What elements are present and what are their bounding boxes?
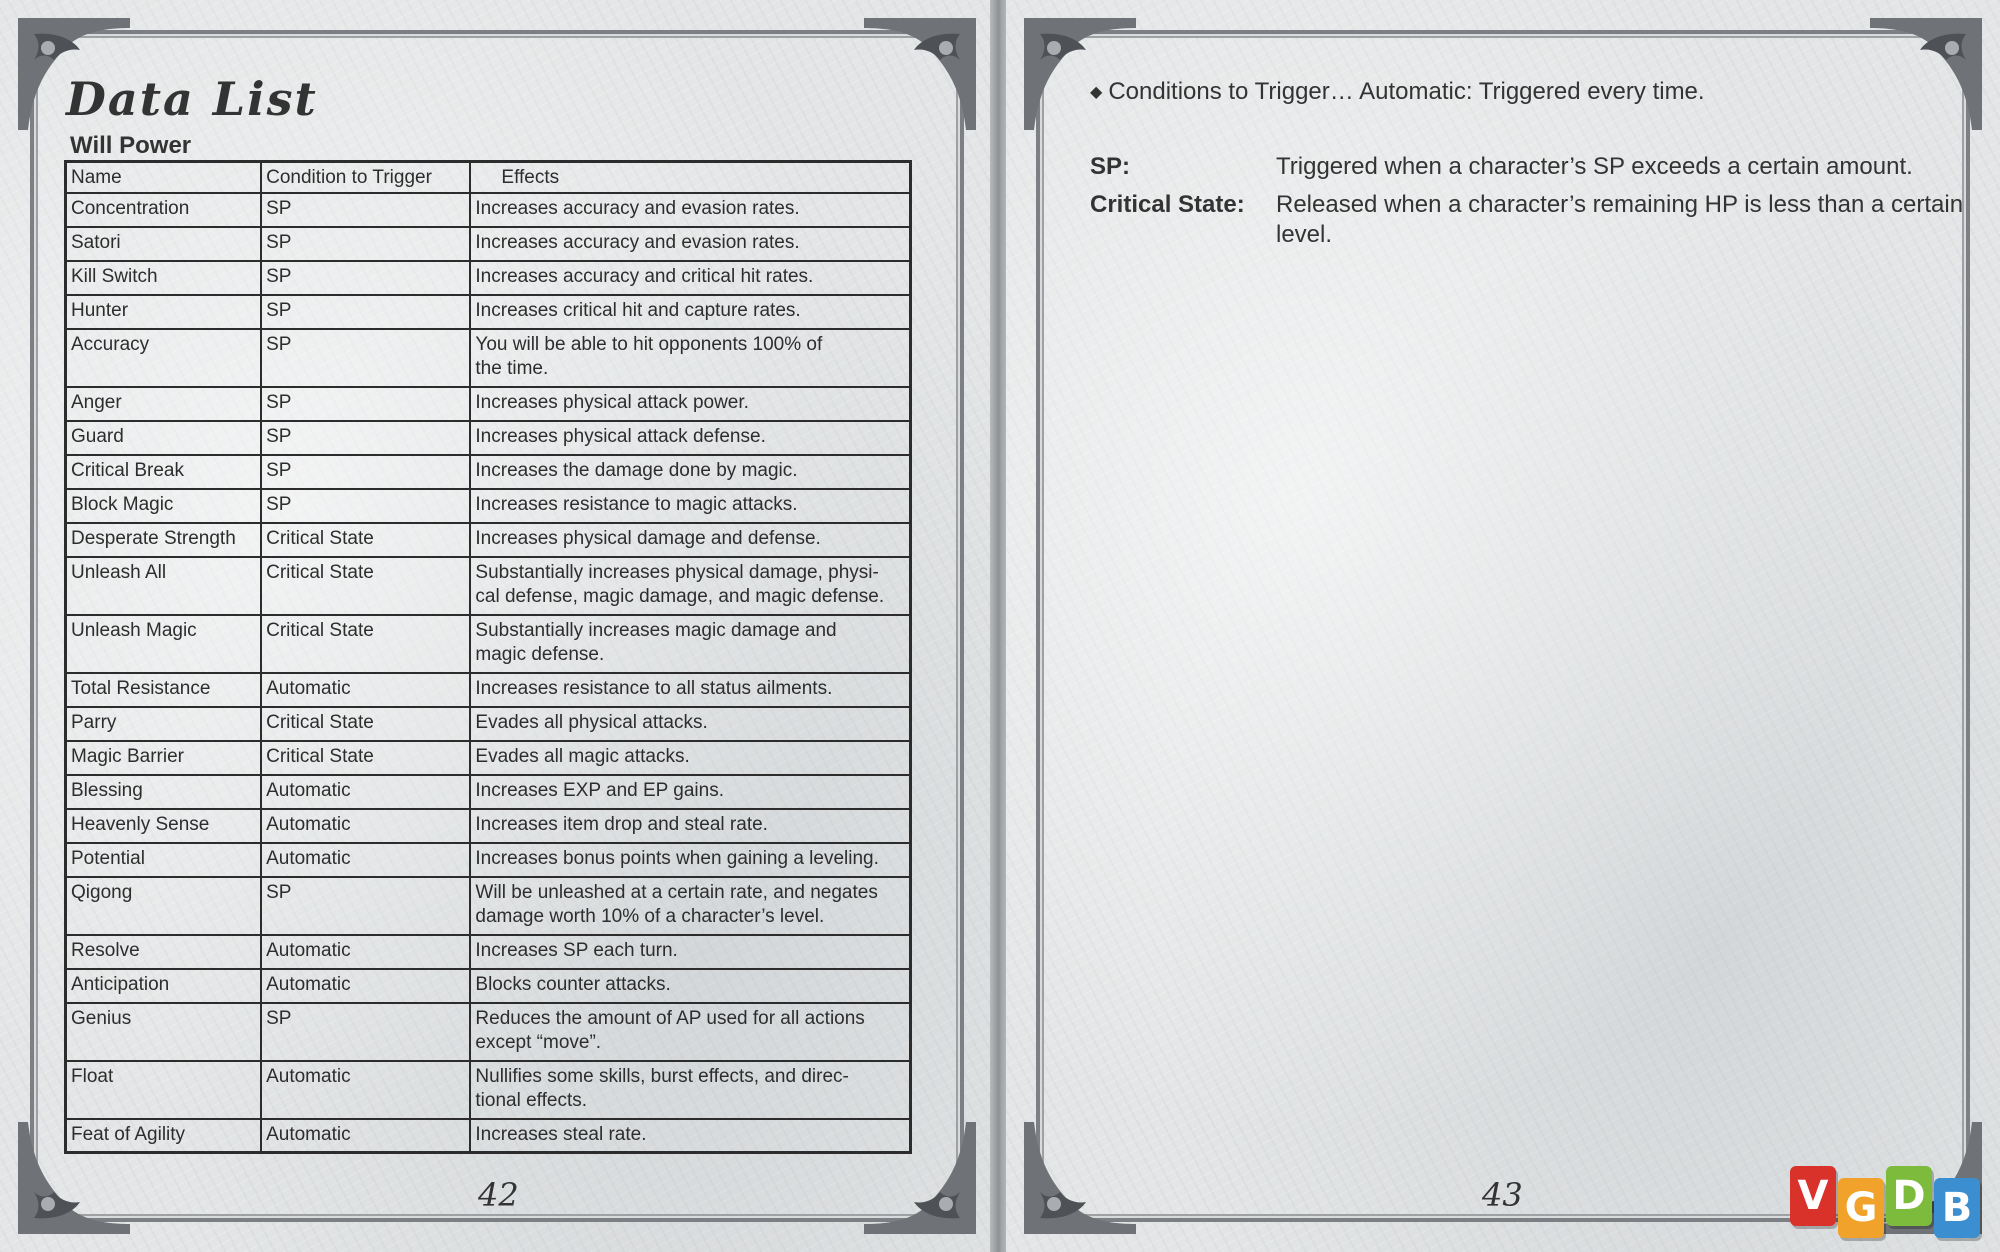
cell-effect: Increases physical damage and defense. — [470, 523, 910, 557]
cell-name: Kill Switch — [66, 261, 262, 295]
cell-condition: SP — [261, 1003, 470, 1061]
cell-effect: Substantially increases physical damage, physi- cal defense, magic damage, and magic defense. — [470, 557, 910, 615]
table-row — [66, 193, 911, 227]
table-row — [66, 261, 911, 295]
cell-condition: Automatic — [261, 969, 470, 1003]
cell-condition: Critical State — [261, 707, 470, 741]
table-row — [66, 295, 911, 329]
cell-condition: SP — [261, 455, 470, 489]
cell-effect: You will be able to hit opponents 100% of the time. — [470, 329, 910, 387]
page-number: 42 — [478, 1176, 519, 1214]
cell-name: Critical Break — [66, 455, 262, 489]
cell-condition: SP — [261, 227, 470, 261]
cell-effect: Increases resistance to magic attacks. — [470, 489, 910, 523]
will-power-table — [64, 160, 912, 1154]
cell-condition: SP — [261, 193, 470, 227]
logo-letter: B — [1934, 1178, 1980, 1238]
ornament-corner-icon — [1020, 14, 1140, 134]
trigger-note-text: Conditions to Trigger… Automatic: Triggered every time. — [1108, 78, 1705, 105]
table-row — [66, 935, 911, 969]
header-name: Name — [66, 162, 262, 193]
header-condition: Condition to Trigger — [261, 162, 470, 193]
table-row — [66, 387, 911, 421]
table-row — [66, 329, 911, 387]
table-header-row — [66, 162, 911, 193]
table-row — [66, 673, 911, 707]
definition-row — [1090, 152, 1970, 182]
table-row — [66, 227, 911, 261]
cell-name: Genius — [66, 1003, 262, 1061]
table-row — [66, 877, 911, 935]
table-row — [66, 615, 911, 673]
definition-term: Critical State: — [1090, 191, 1245, 218]
cell-condition: Automatic — [261, 1119, 470, 1153]
cell-effect: Increases accuracy and evasion rates. — [470, 227, 910, 261]
cell-effect: Nullifies some skills, burst effects, and direc- tional effects. — [470, 1061, 910, 1119]
logo-letter: V — [1790, 1166, 1836, 1226]
cell-condition: Automatic — [261, 935, 470, 969]
table-row — [66, 1003, 911, 1061]
cell-effect: Increases accuracy and critical hit rates. — [470, 261, 910, 295]
cell-effect: Increases critical hit and capture rates. — [470, 295, 910, 329]
table-row — [66, 523, 911, 557]
cell-effect: Increases EXP and EP gains. — [470, 775, 910, 809]
table-row — [66, 1119, 911, 1153]
cell-name: Satori — [66, 227, 262, 261]
table-row — [66, 969, 911, 1003]
table-row — [66, 775, 911, 809]
cell-name: Total Resistance — [66, 673, 262, 707]
table-row — [66, 421, 911, 455]
cell-name: Guard — [66, 421, 262, 455]
table-row — [66, 489, 911, 523]
cell-condition: SP — [261, 387, 470, 421]
cell-condition: Automatic — [261, 843, 470, 877]
page-title: Data List — [66, 72, 318, 126]
cell-effect: Increases physical attack power. — [470, 387, 910, 421]
cell-name: Potential — [66, 843, 262, 877]
cell-effect: Increases resistance to all status ailments. — [470, 673, 910, 707]
cell-effect: Increases the damage done by magic. — [470, 455, 910, 489]
cell-condition: Critical State — [261, 615, 470, 673]
header-effects: Effects — [470, 162, 910, 193]
ornament-corner-icon — [860, 14, 980, 134]
cell-effect: Increases physical attack defense. — [470, 421, 910, 455]
trigger-note — [1090, 78, 1705, 106]
page-number: 43 — [1482, 1176, 1523, 1214]
cell-condition: SP — [261, 261, 470, 295]
cell-condition: SP — [261, 329, 470, 387]
cell-effect: Substantially increases magic damage and magic defense. — [470, 615, 910, 673]
cell-name: Hunter — [66, 295, 262, 329]
cell-effect: Blocks counter attacks. — [470, 969, 910, 1003]
cell-condition: Automatic — [261, 809, 470, 843]
definition-term: SP: — [1090, 153, 1131, 180]
logo-letter: D — [1886, 1166, 1932, 1226]
cell-name: Magic Barrier — [66, 741, 262, 775]
ornament-corner-icon — [1020, 1118, 1140, 1238]
definition-text: Triggered when a character’s SP exceeds a certain amount. — [1276, 153, 1913, 180]
table-row — [66, 1061, 911, 1119]
cell-condition: SP — [261, 421, 470, 455]
cell-name: Desperate Strength — [66, 523, 262, 557]
cell-condition: Critical State — [261, 523, 470, 557]
cell-name: Unleash Magic — [66, 615, 262, 673]
left-page — [0, 0, 994, 1252]
cell-effect: Increases SP each turn. — [470, 935, 910, 969]
cell-name: Resolve — [66, 935, 262, 969]
cell-effect: Increases item drop and steal rate. — [470, 809, 910, 843]
definition-text: Released when a character’s remaining HP is less than a certain level. — [1276, 191, 1964, 248]
table-row — [66, 707, 911, 741]
section-heading: Will Power — [70, 132, 192, 159]
cell-effect: Increases bonus points when gaining a leveling. — [470, 843, 910, 877]
cell-condition: Critical State — [261, 557, 470, 615]
cell-name: Unleash All — [66, 557, 262, 615]
ornament-corner-icon — [1866, 14, 1986, 134]
table-body — [66, 193, 911, 1153]
table-row — [66, 843, 911, 877]
cell-name: Heavenly Sense — [66, 809, 262, 843]
right-page — [1006, 0, 2000, 1252]
cell-name: Parry — [66, 707, 262, 741]
cell-name: Concentration — [66, 193, 262, 227]
cell-effect: Reduces the amount of AP used for all actions except “move”. — [470, 1003, 910, 1061]
cell-effect: Will be unleashed at a certain rate, and negates damage worth 10% of a character’s level. — [470, 877, 910, 935]
cell-name: Feat of Agility — [66, 1119, 262, 1153]
cell-name: Anger — [66, 387, 262, 421]
cell-condition: Automatic — [261, 775, 470, 809]
cell-name: Anticipation — [66, 969, 262, 1003]
cell-name: Blessing — [66, 775, 262, 809]
cell-name: Accuracy — [66, 329, 262, 387]
table-row — [66, 809, 911, 843]
cell-name: Float — [66, 1061, 262, 1119]
table-row — [66, 455, 911, 489]
table-row — [66, 557, 911, 615]
logo-letter: G — [1838, 1178, 1884, 1238]
cell-condition: Critical State — [261, 741, 470, 775]
cell-condition: SP — [261, 489, 470, 523]
cell-condition: Automatic — [261, 1061, 470, 1119]
cell-condition: Automatic — [261, 673, 470, 707]
definition-row — [1090, 190, 1970, 250]
cell-effect: Increases steal rate. — [470, 1119, 910, 1153]
cell-condition: SP — [261, 877, 470, 935]
cell-effect: Evades all magic attacks. — [470, 741, 910, 775]
cell-name: Qigong — [66, 877, 262, 935]
vgdb-watermark-logo — [1790, 1166, 1986, 1240]
cell-condition: SP — [261, 295, 470, 329]
bullet-icon: ◆ — [1090, 84, 1103, 101]
definition-list — [1090, 152, 1970, 258]
cell-effect: Evades all physical attacks. — [470, 707, 910, 741]
table-row — [66, 741, 911, 775]
cell-effect: Increases accuracy and evasion rates. — [470, 193, 910, 227]
cell-name: Block Magic — [66, 489, 262, 523]
